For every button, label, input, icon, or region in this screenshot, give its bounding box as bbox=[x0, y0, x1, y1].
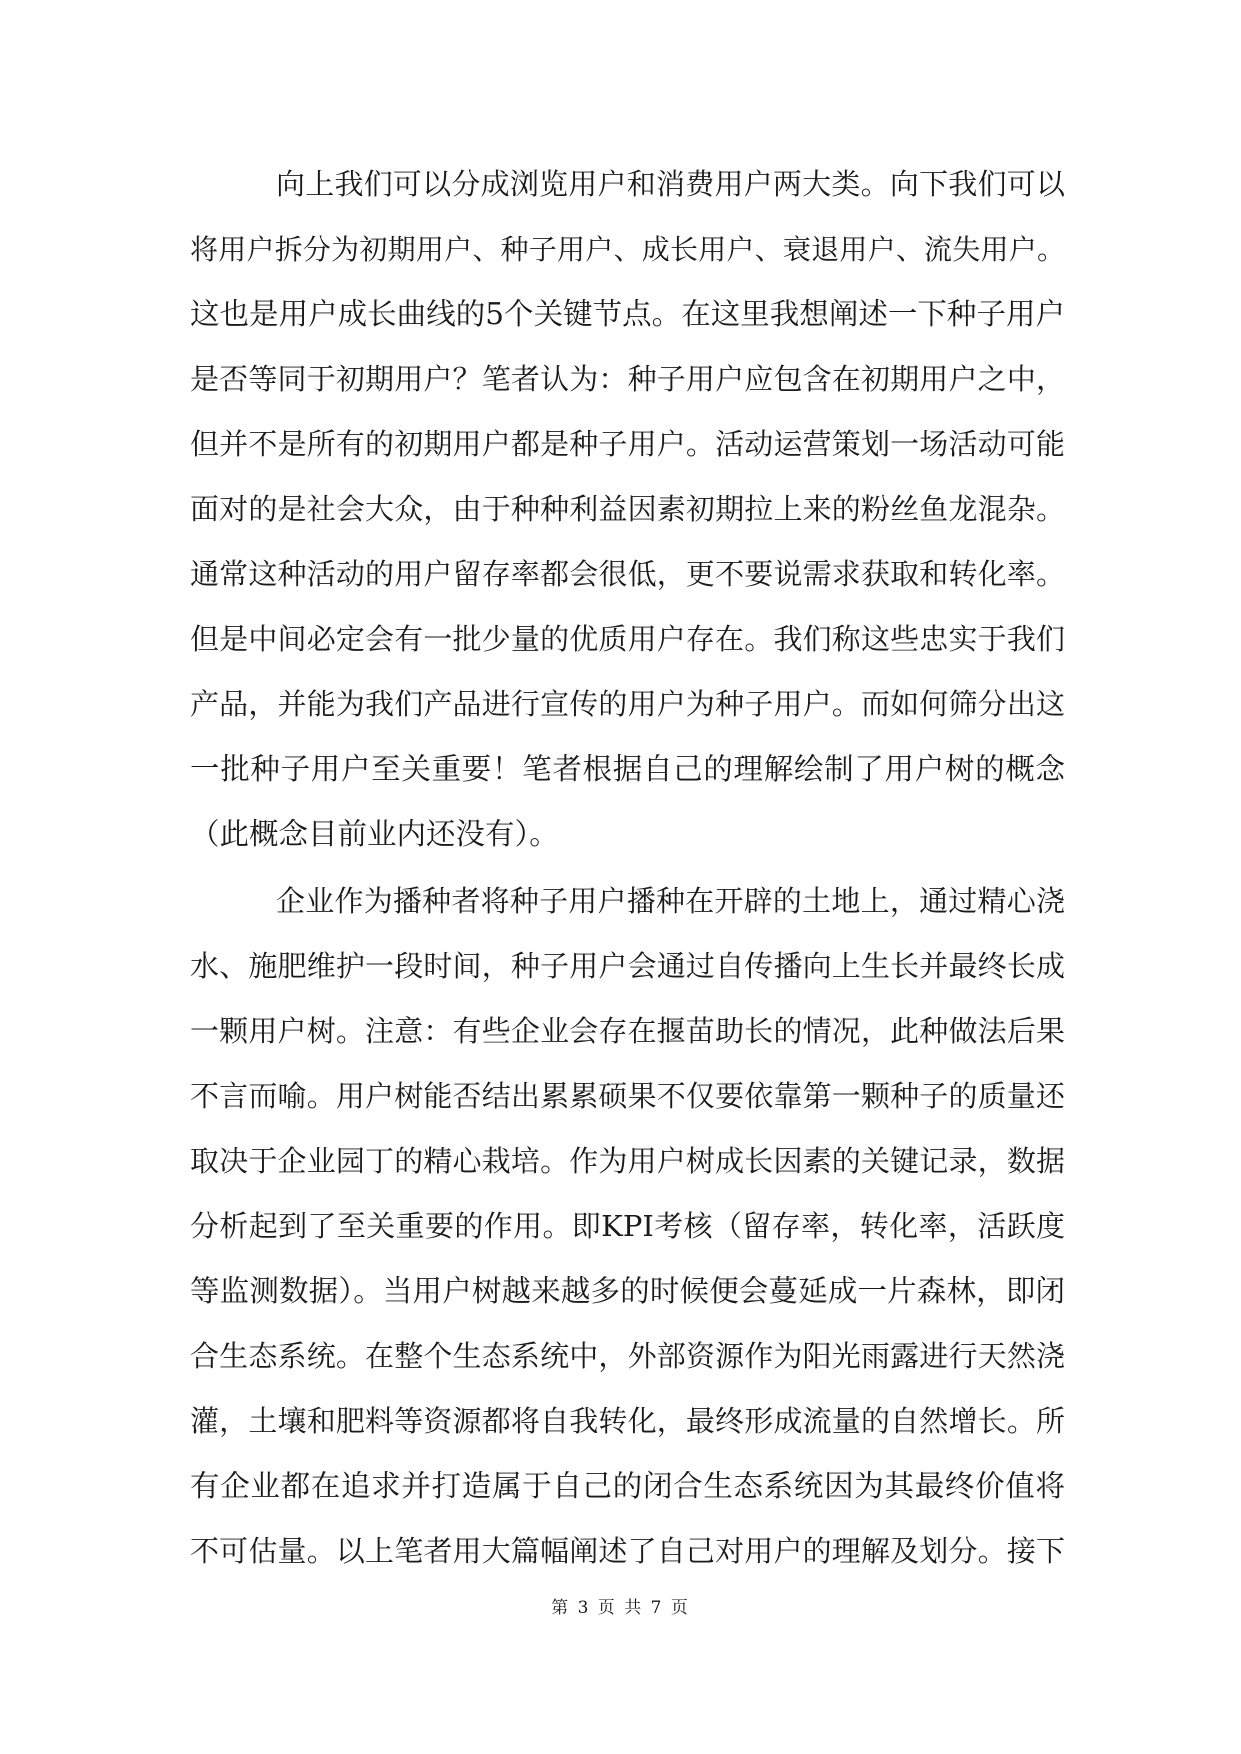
text-line: 产品，并能为我们产品进行宣传的用户为种子用户。而如何筛分出这 bbox=[190, 687, 1065, 721]
text-line: 通常这种活动的用户留存率都会很低，更不要说需求获取和转化率。 bbox=[190, 557, 1065, 591]
text-line: 一颗用户树。注意：有些企业会存在揠苗助长的情况，此种做法后果 bbox=[190, 1014, 1065, 1048]
text-line: 合生态系统。在整个生态系统中，外部资源作为阳光雨露进行天然浇 bbox=[190, 1339, 1065, 1373]
text-line: 等监测数据）。当用户树越来越多的时候便会蔓延成一片森林，即闭 bbox=[190, 1274, 1065, 1308]
text-line: 水、施肥维护一段时间，种子用户会通过自传播向上生长并最终长成 bbox=[190, 949, 1065, 983]
paragraph-1 bbox=[190, 152, 1065, 867]
text-line: 取决于企业园丁的精心栽培。作为用户树成长因素的关键记录，数据 bbox=[190, 1144, 1065, 1178]
body-text bbox=[190, 152, 1065, 1586]
text-line: 灌，土壤和肥料等资源都将自我转化，最终形成流量的自然增长。所 bbox=[190, 1404, 1065, 1438]
text-line: 不可估量。以上笔者用大篇幅阐述了自己对用户的理解及划分。接下 bbox=[190, 1534, 1065, 1568]
paragraph-2 bbox=[190, 869, 1065, 1584]
text-line: 是否等同于初期用户？笔者认为：种子用户应包含在初期用户之中， bbox=[190, 362, 1065, 396]
text-line: 企业作为播种者将种子用户播种在开辟的土地上，通过精心浇 bbox=[276, 884, 1065, 918]
text-line: 不言而喻。用户树能否结出累累硕果不仅要依靠第一颗种子的质量还 bbox=[190, 1079, 1065, 1113]
text-line: （此概念目前业内还没有）。 bbox=[190, 817, 559, 851]
text-line: 一批种子用户至关重要！笔者根据自己的理解绘制了用户树的概念 bbox=[190, 752, 1065, 786]
text-line: 将用户拆分为初期用户、种子用户、成长用户、衰退用户、流失用户。 bbox=[190, 233, 1065, 266]
text-line: 分析起到了至关重要的作用。即KPI考核（留存率，转化率，活跃度 bbox=[190, 1209, 1065, 1243]
text-line: 这也是用户成长曲线的5个关键节点。在这里我想阐述一下种子用户 bbox=[190, 297, 1065, 331]
page-footer: 第 3 页 共 7 页 bbox=[551, 1598, 690, 1618]
text-line: 但并不是所有的初期用户都是种子用户。活动运营策划一场活动可能 bbox=[190, 427, 1065, 461]
text-line: 向上我们可以分成浏览用户和消费用户两大类。向下我们可以 bbox=[276, 167, 1065, 201]
text-line: 面对的是社会大众，由于种种利益因素初期拉上来的粉丝鱼龙混杂。 bbox=[190, 492, 1065, 526]
text-line: 但是中间必定会有一批少量的优质用户存在。我们称这些忠实于我们 bbox=[190, 622, 1065, 656]
text-line: 有企业都在追求并打造属于自己的闭合生态系统因为其最终价值将 bbox=[190, 1469, 1065, 1503]
